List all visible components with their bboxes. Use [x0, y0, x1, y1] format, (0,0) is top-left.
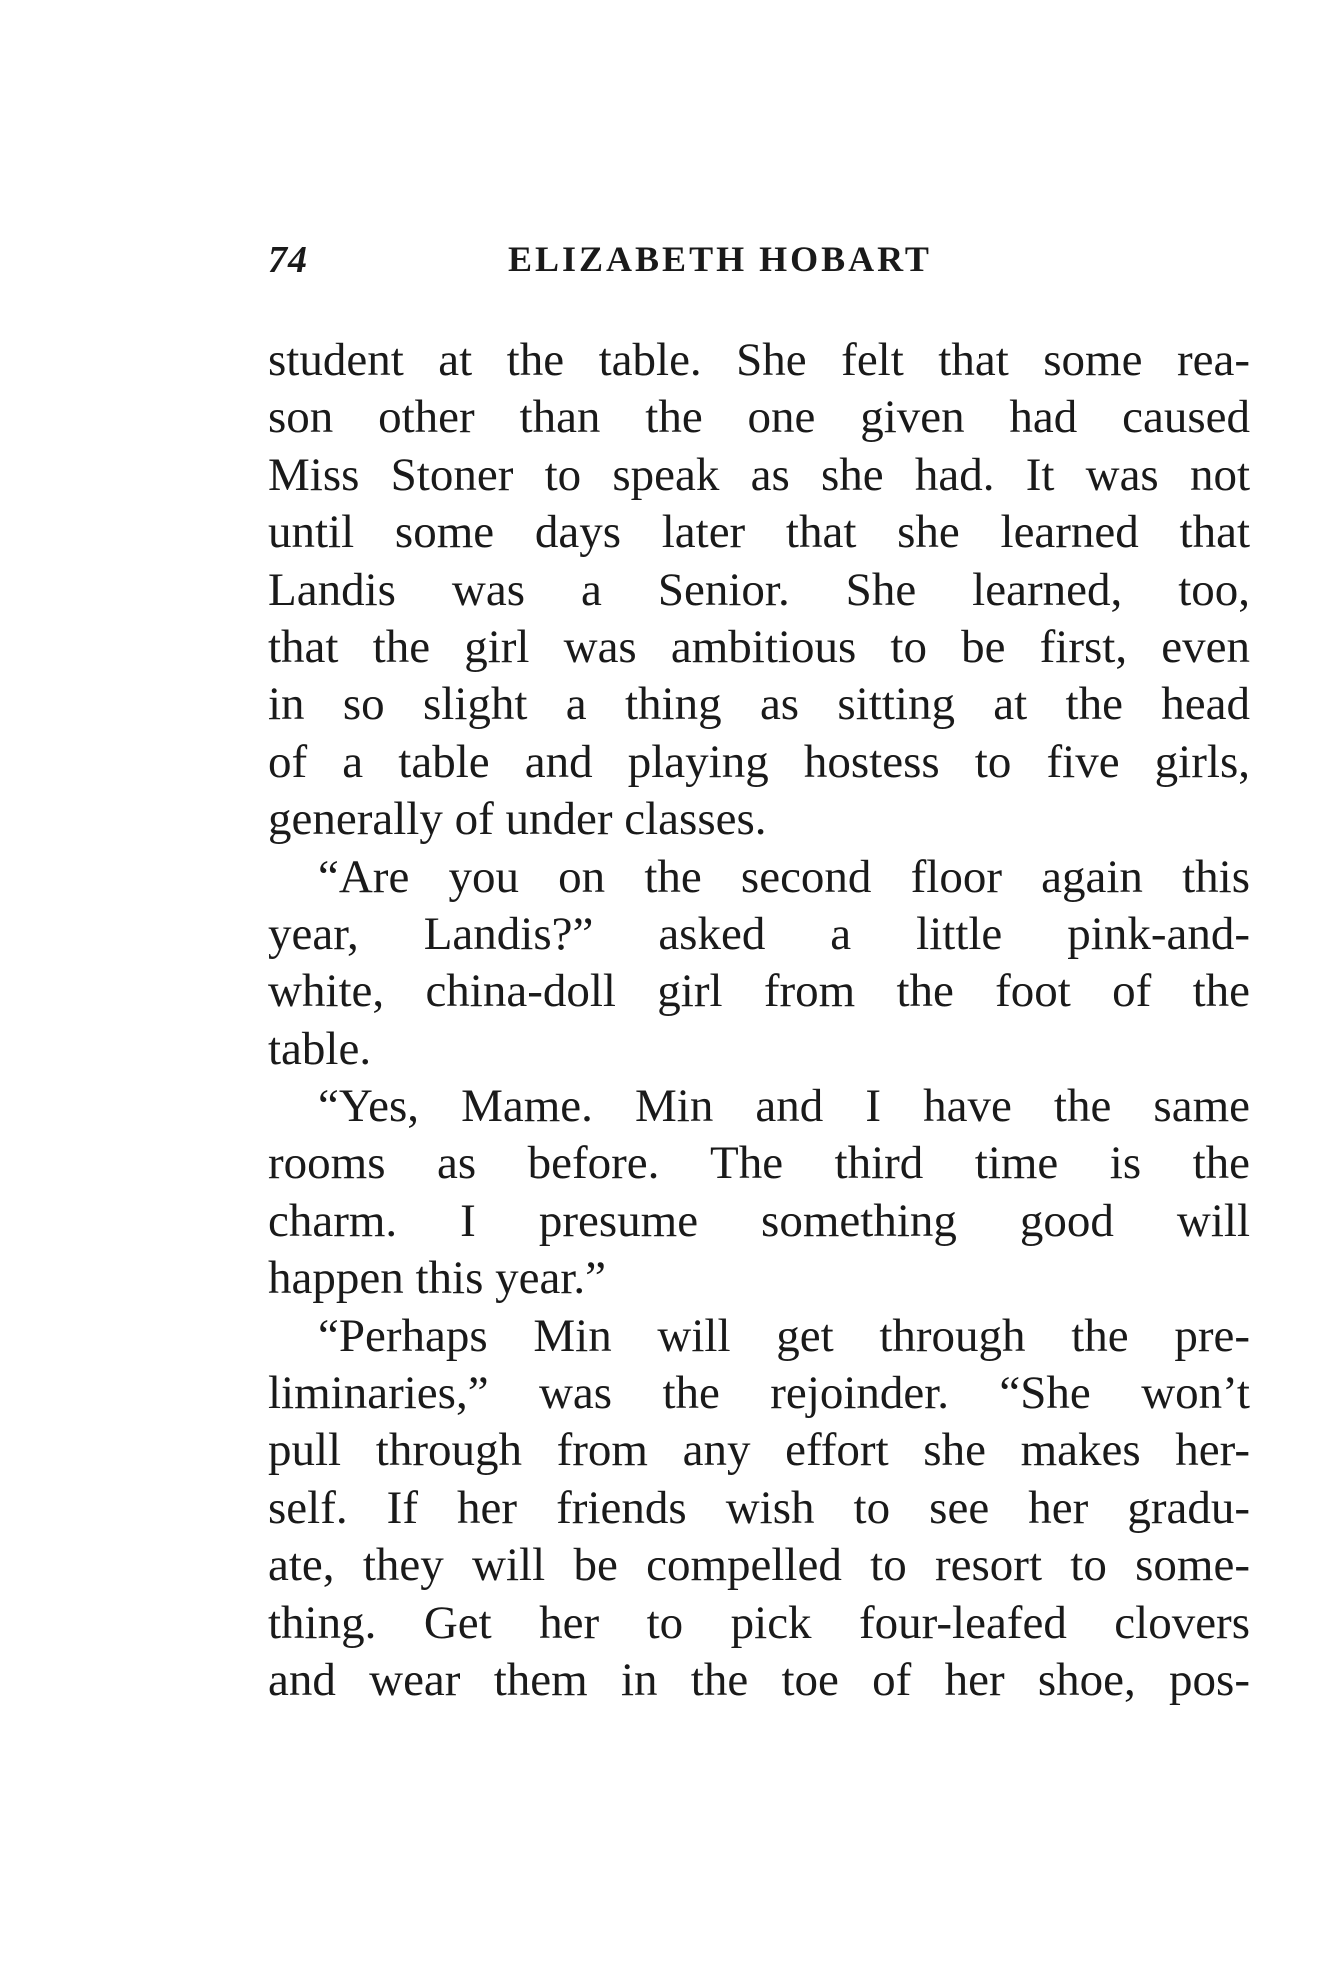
- text-line: charm. I presume something good will: [268, 1194, 1250, 1247]
- text-line: “Are you on the second floor again this: [318, 850, 1250, 903]
- text-line: ate, they will be compelled to resort to some-: [268, 1539, 1250, 1592]
- text-line: son other than the one given had caused: [268, 391, 1250, 444]
- text-line: student at the table. She felt that some rea-: [268, 334, 1250, 386]
- body-text: [268, 332, 1250, 1709]
- text-line: thing. Get her to pick four-leafed clovers: [268, 1596, 1250, 1649]
- text-line: “Yes, Mame. Min and I have the same: [318, 1080, 1250, 1133]
- page-header: [268, 238, 1250, 288]
- text-line: and wear them in the toe of her shoe, pos-: [268, 1653, 1250, 1706]
- text-line: white, china-doll girl from the foot of the: [268, 965, 1250, 1018]
- text-line: rooms as before. The third time is the: [268, 1137, 1250, 1190]
- text-line: of a table and playing hostess to five girls,: [268, 735, 1250, 788]
- text-line: table.: [268, 1022, 372, 1075]
- text-line: self. If her friends wish to see her gradu-: [268, 1481, 1250, 1534]
- text-line: until some days later that she learned that: [268, 506, 1250, 559]
- text-line: in so slight a thing as sitting at the head: [268, 678, 1250, 731]
- text-line: liminaries,” was the rejoinder. “She won’t: [268, 1367, 1250, 1420]
- running-title: ELIZABETH HOBART: [508, 239, 932, 279]
- text-line: that the girl was ambitious to be first, even: [268, 620, 1250, 673]
- page-number: 74: [268, 239, 308, 281]
- text-line: pull through from any effort she makes her-: [268, 1424, 1250, 1477]
- text-line: Miss Stoner to speak as she had. It was not: [268, 448, 1250, 501]
- text-line: generally of under classes.: [268, 793, 767, 846]
- text-line: Landis was a Senior. She learned, too,: [268, 563, 1250, 616]
- text-line: “Perhaps Min will get through the pre-: [318, 1309, 1250, 1362]
- text-line: happen this year.”: [268, 1252, 607, 1305]
- text-line: year, Landis?” asked a little pink-and-: [268, 907, 1250, 960]
